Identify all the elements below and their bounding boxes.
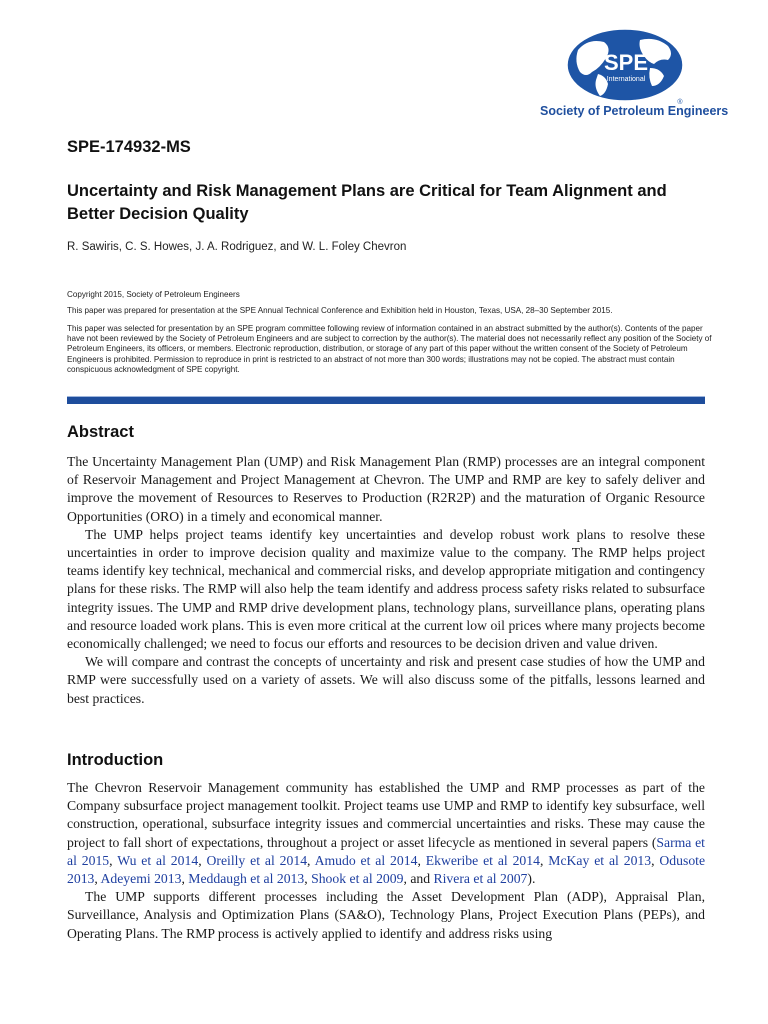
conference-note: This paper was prepared for presentation at the SPE Annual Technical Conference and Exhibition held in Houston, Texas, USA, 28–30 September 2015. (67, 306, 613, 315)
svg-text:SPE: SPE (603, 50, 649, 75)
abstract-paragraph: We will compare and contrast the concepts of uncertainty and risk and present case studies of how the UMP and RMP were successfully used on a variety of assets. We will also discuss some of the pitfalls, lessons learned and best practices. (67, 654, 705, 706)
abstract-paragraph: The Uncertainty Management Plan (UMP) and Risk Management Plan (RMP) processes are an integral component of Reservoir Management and Project Management at Chevron. The UMP and RMP are key to safely deliver and improve the movement of Resources to Reserves to Production (R2R2P) and the maturation of Organic Resource Opportunities (ORO) in a timely and economical manner. (67, 454, 705, 524)
spe-globe-icon (564, 28, 686, 106)
spe-logo (540, 28, 729, 124)
citation-link[interactable]: Sarma et al 2015 (67, 834, 705, 868)
society-name: Society of Petroleum Engineers (540, 104, 729, 118)
abstract-paragraph: The UMP helps project teams identify key uncertainties and develop robust work plans to resolve these uncertainties in order to improve decision quality and maximize value to the company. The RMP helps project teams identify key technical, mechanical and commercial risks, and develop appropriate mitigation and contingency plans for these risks. The RMP will also help the team identify and address process safety risks related to subsurface integrity issues. The UMP and RMP drive development plans, technology plans, surveillance plans, operating plans and resource loaded work plans. This is even more critical at the current low oil prices where many projects become economically challenged; we need to focus our efforts and resources to be decision driven and value driven. (67, 526, 705, 652)
introduction-paragraph: The UMP supports different processes including the Asset Development Plan (ADP), Appraisal Plan, Surveillance, Analysis and Optimization Plans (SA&O), Technology Plans, Project Execution Plans (PEPs), and Operating Plans. The RMP process is actively applied to identify and address risks using (67, 889, 705, 941)
section-divider (67, 396, 705, 404)
svg-text:®: ® (677, 99, 683, 106)
citation-link[interactable]: Shook et al 2009 (311, 871, 404, 887)
svg-text:International: International (606, 76, 646, 83)
authors: R. Sawiris, C. S. Howes, J. A. Rodriguez, and W. L. Foley Chevron (67, 241, 407, 253)
citation-link[interactable]: Odusote 2013 (67, 852, 706, 887)
citation-link[interactable]: Rivera et al 2007 (433, 871, 528, 887)
paper-id: SPE-174932-MS (67, 138, 191, 156)
citation-link[interactable]: Adeyemi 2013 (100, 871, 182, 887)
paragraph-text: The Chevron Reservoir Management community has established the UMP and RMP processes as part of the Company subsurface project management toolkit. Project teams use UMP and RMP to identify key subsurface, well construction, operational, subsurface integrity issues and commercial uncertainties and risks. These may cause the project to fall short of expectations, throughout a project or asset lifecycle as mentioned in several papers ( (67, 780, 705, 850)
citation-link[interactable]: McKay et al 2013 (548, 852, 652, 868)
introduction-body (67, 779, 705, 943)
citation-link[interactable]: Amudo et al 2014 (314, 852, 418, 868)
citation-link[interactable]: Oreilly et al 2014 (206, 852, 308, 868)
citation-link[interactable]: Wu et al 2014 (117, 852, 199, 868)
copyright-line: Copyright 2015, Society of Petroleum Engineers (67, 290, 240, 299)
introduction-paragraph: The Chevron Reservoir Management community has established the UMP and RMP processes as part of the Company subsurface project management toolkit. Project teams use UMP and RMP to identify key subsurface, well construction, operational, subsurface integrity issues and commercial uncertainties and risks. These may cause the project to fall short of expectations, throughout a project or asset lifecycle as mentioned in several papers (Sarma et al 2015, Wu et al 2014, Oreilly et al 2014, Amudo et al 2014, Ekweribe et al 2014, McKay et al 2013, Odusote 2013, Adeyemi 2013, Meddaugh et al 2013, Shook et al 2009, and Rivera et al 2007). (67, 780, 706, 887)
introduction-heading: Introduction (67, 751, 164, 769)
paper-title: Uncertainty and Risk Management Plans are Critical for Team Alignment and Better Decision Quality (67, 182, 667, 223)
abstract-body (67, 453, 705, 708)
citation-link[interactable]: Ekweribe et al 2014 (425, 852, 540, 868)
abstract-heading: Abstract (67, 423, 134, 441)
citation-link[interactable]: Meddaugh et al 2013 (188, 871, 305, 887)
copyright-disclaimer: This paper was selected for presentation by an SPE program committee following review of information contained in an abstract submitted by the author(s). Contents of the paper have not been reviewed by the Society of Petroleum Engineers and are subject to correction by the author(s). The material does not necessarily reflect any position of the Society of Petroleum Engineers, its officers, or members. Electronic reproduction, distribution, or storage of any part of this paper without the written consent of the Society of Petroleum Engineers is prohibited. Permission to reproduce in print is restricted to an abstract of not more than 300 words; illustrations may not be copied. The abstract must contain conspicuous acknowledgment of SPE copyright. (67, 324, 712, 374)
